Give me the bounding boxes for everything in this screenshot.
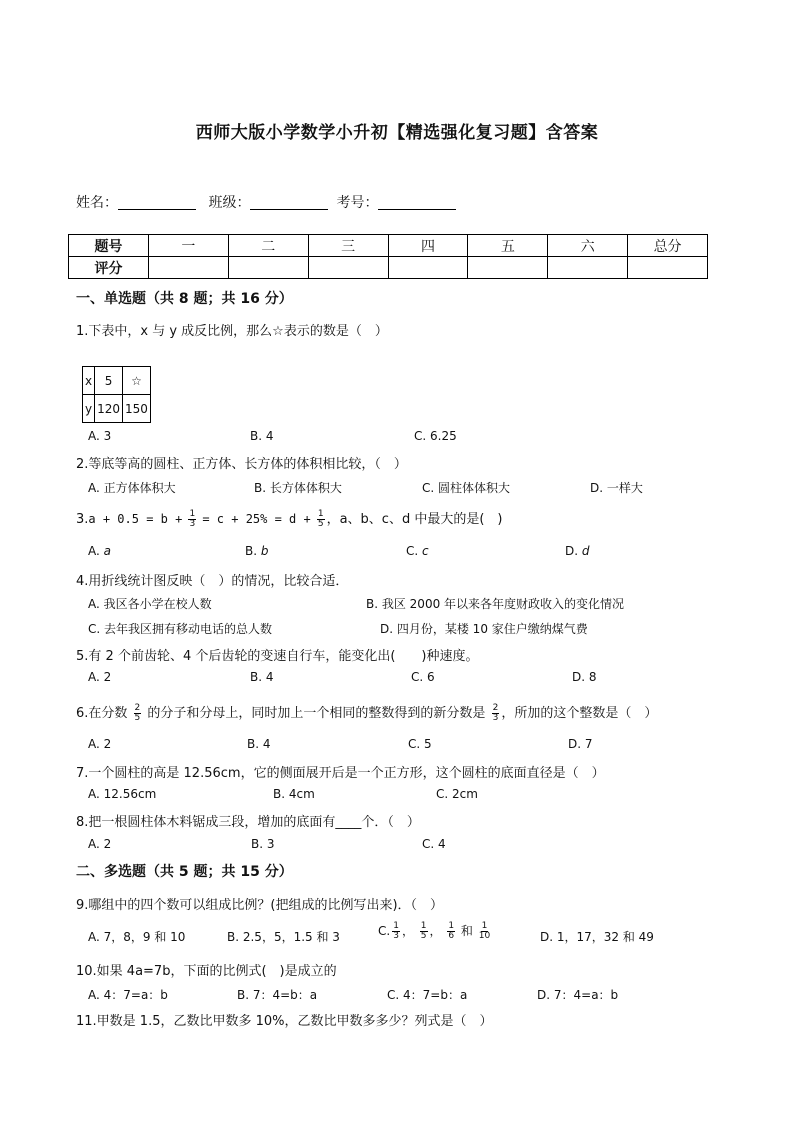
q9-option-a: A. 7，8，9 和 10 [88,930,186,944]
q3-equation-part: = c + 25% = d + [202,512,311,526]
q9-fraction [479,922,490,941]
fraction-denominator: 3 [492,713,499,723]
fraction-numerator: 2 [492,703,499,713]
q10-option-d: D. 7：4=a：b [537,988,619,1002]
q3-option-b [245,544,269,558]
score-cell [228,257,308,279]
fraction-numerator: 2 [134,703,141,713]
score-header-cell: 题号 [69,235,149,257]
q4-option-b: B. 我区 2000 年以来各年度财政收入的变化情况 [366,597,625,611]
score-table-header-row [69,235,708,257]
q6-text: 6.在分数 [76,706,128,721]
q1-table-cell: 150 [123,395,151,423]
fraction-numerator: 1 [317,509,324,519]
question-10: 10.如果 4a=7b，下面的比例式( )是成立的 [76,964,337,979]
option-label: C. [378,924,391,938]
score-cell [628,257,708,279]
score-row-label: 评分 [69,257,149,279]
student-info-line [76,192,464,212]
score-cell [148,257,228,279]
q6-option-d: D. 7 [568,737,593,751]
q4-option-a: A. 我区各小学在校人数 [88,597,212,611]
class-label: 班级： [208,195,251,211]
q4-option-c: C. 去年我区拥有移动电话的总人数 [88,622,273,636]
q10-option-a: A. 4：7=a：b [88,988,168,1002]
q1-table-cell: x [83,367,95,395]
question-6 [76,702,657,723]
q8-option-a: A. 2 [88,837,112,851]
question-5: 5.有 2 个前齿轮、4 个后齿轮的变速自行车，能变化出( )种速度。 [76,649,479,664]
q7-option-b: B. 4cm [273,787,315,801]
section-heading-multiple-choice: 二、多选题（共 5 题；共 15 分） [76,864,293,880]
exam-blank [378,195,456,210]
q2-option-a: A. 正方体体积大 [88,481,176,495]
question-3 [76,508,503,529]
q1-table-cell: ☆ [123,367,151,395]
q7-option-c: C. 2cm [436,787,478,801]
q10-option-c: C. 4：7=b：a [387,988,468,1002]
score-table [68,234,708,279]
q5-option-c: C. 6 [411,670,435,684]
q1-option-c: C. 6.25 [414,429,457,443]
question-2: 2.等底等高的圆柱、正方体、长方体的体积相比较，（ ） [76,457,407,472]
q9-option-b: B. 2.5，5，1.5 和 3 [227,930,340,944]
name-label: 姓名： [76,195,118,211]
question-7: 7.一个圆柱的高是 12.56cm，它的侧面展开后是一个正方形，这个圆柱的底面直径是（ ） [76,766,605,781]
q9-option-c [378,922,492,941]
score-cell [308,257,388,279]
q3-fraction [188,510,196,529]
q1-table-cell: y [83,395,95,423]
question-1: 1.下表中，x 与 y 成反比例，那么☆表示的数是（ ） [76,324,388,339]
q3-option-a [88,544,111,558]
score-cell [388,257,468,279]
option-label: D. [565,544,582,558]
option-label: C. [406,544,423,558]
q4-option-d: D. 四月份，某楼 10 家住户缴纳煤气费 [380,622,588,636]
q5-option-a: A. 2 [88,670,112,684]
question-4: 4.用折线统计图反映（ ）的情况，比较合适． [76,574,349,589]
q9-option-d: D. 1，17，32 和 49 [540,930,654,944]
page-title: 西师大版小学数学小升初【精选强化复习题】含答案 [195,123,599,143]
fraction-numerator: 1 [393,921,399,931]
q9-fraction [447,922,455,941]
q3-question-tail: ，a、b、c、d 中最大的是( ) [326,512,503,527]
score-cell [548,257,628,279]
score-header-cell: 总分 [628,235,708,257]
question-11: 11.甲数是 1.5，乙数比甲数多 10%，乙数比甲数多多少？列式是（ ） [76,1014,493,1029]
separator: ， [401,924,414,938]
fraction-denominator: 10 [478,931,491,941]
option-value: b [260,544,269,558]
class-blank [250,195,328,210]
q9-fraction [392,922,400,941]
score-table-score-row [69,257,708,279]
name-blank [118,195,196,210]
q3-number: 3. [76,512,89,527]
option-value: a [103,544,111,558]
option-label: B. [245,544,261,558]
question-9: 9.哪组中的四个数可以组成比例？(把组成的比例写出来)．（ ） [76,898,444,913]
q1-table-cell: 120 [95,395,123,423]
fraction-denominator: 3 [393,931,399,941]
fraction-denominator: 5 [134,713,141,723]
score-header-cell: 二 [228,235,308,257]
score-cell [468,257,548,279]
q2-option-c: C. 圆柱体体积大 [422,481,511,495]
q5-option-b: B. 4 [250,670,274,684]
fraction-denominator: 5 [317,519,324,529]
score-header-cell: 一 [148,235,228,257]
option-label: A. [88,544,104,558]
q1-option-a: A. 3 [88,429,112,443]
question-8: 8.把一根圆柱体木料锯成三段，增加的底面有____个．（ ） [76,815,420,830]
fraction-denominator: 6 [448,931,455,941]
q10-option-b: B. 7：4=b：a [237,988,318,1002]
separator: ， [429,924,442,938]
fraction-denominator: 5 [420,931,427,941]
q7-option-a: A. 12.56cm [88,787,157,801]
q6-text: ，所加的这个整数是（ ） [501,706,658,721]
q6-option-b: B. 4 [247,737,271,751]
exam-label: 考号： [336,195,379,211]
q1-option-b: B. 4 [250,429,274,443]
q1-table [82,366,151,423]
q3-option-d [565,544,590,558]
score-header-cell: 四 [388,235,468,257]
q8-option-b: B. 3 [251,837,275,851]
section-heading-single-choice: 一、单选题（共 8 题；共 16 分） [76,291,293,307]
q8-option-c: C. 4 [422,837,446,851]
separator: 和 [460,924,473,938]
fraction-numerator: 1 [481,921,488,931]
q9-fraction [420,922,428,941]
q6-fraction [492,704,500,723]
q3-equation-part: a + 0.5 = b + [88,512,183,526]
score-header-cell: 五 [468,235,548,257]
q2-option-b: B. 长方体体积大 [254,481,342,495]
q3-option-c [406,544,429,558]
option-value: d [581,544,590,558]
q1-table-cell: 5 [95,367,123,395]
fraction-numerator: 1 [189,509,196,519]
fraction-denominator: 3 [189,519,196,529]
q3-fraction [317,510,325,529]
score-header-cell: 六 [548,235,628,257]
fraction-numerator: 1 [448,921,455,931]
q2-option-d: D. 一样大 [590,481,643,495]
q6-text: 的分子和分母上，同时加上一个相同的整数得到的新分数是 [147,706,486,721]
q5-option-d: D. 8 [572,670,597,684]
fraction-numerator: 1 [420,921,427,931]
q6-option-c: C. 5 [408,737,432,751]
option-value: c [422,544,429,558]
score-header-cell: 三 [308,235,388,257]
q6-option-a: A. 2 [88,737,112,751]
q6-fraction [134,704,142,723]
